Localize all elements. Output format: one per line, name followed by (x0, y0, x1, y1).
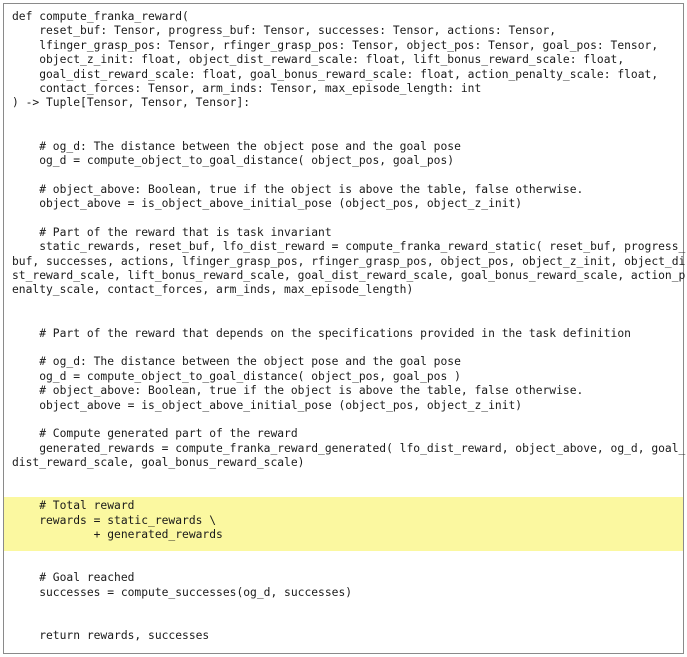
code-line: dist_reward_scale, goal_bonus_reward_scale) (12, 456, 305, 470)
code-line: object_z_init: float, object_dist_reward_scale: float, lift_bonus_reward_scale: float, (12, 53, 625, 67)
code-line: successes = compute_successes(og_d, successes) (12, 585, 353, 599)
code-line: lfinger_grasp_pos: Tensor, rfinger_grasp_pos: Tensor, object_pos: Tensor, goal_pos: Tensor, (12, 38, 659, 52)
code-line: contact_forces: Tensor, arm_inds: Tensor, max_episode_length: int (12, 81, 482, 95)
code-line: # Part of the reward that depends on the specifications provided in the task definition (12, 326, 631, 340)
code-line (12, 111, 677, 125)
code-line: object_above = is_object_above_initial_pose (object_pos, object_z_init) (12, 197, 523, 211)
code-line (12, 542, 677, 556)
code-line (12, 298, 677, 312)
code-line (12, 614, 677, 628)
code-line (12, 211, 677, 225)
code-line: # og_d: The distance between the object pose and the goal pose (12, 355, 461, 369)
code-line (12, 125, 677, 139)
code-line: og_d = compute_object_to_goal_distance( object_pos, goal_pos) (12, 153, 455, 167)
code-line: static_rewards, reset_buf, lfo_dist_reward = compute_franka_reward_static( reset_buf, progress_ (12, 240, 686, 254)
code-line: return rewards, successes (12, 628, 210, 642)
code-line (12, 471, 677, 485)
code-line (12, 413, 677, 427)
code-line: + generated_rewards (12, 528, 223, 542)
code-line: og_d = compute_object_to_goal_distance( object_pos, goal_pos ) (12, 369, 461, 383)
code-line: # object_above: Boolean, true if the object is above the table, false otherwise. (12, 182, 584, 196)
code-line: # og_d: The distance between the object pose and the goal pose (12, 139, 461, 153)
code-line: # object_above: Boolean, true if the object is above the table, false otherwise. (12, 384, 584, 398)
code-line: buf, successes, actions, lfinger_grasp_pos, rfinger_grasp_pos, object_pos, object_z_init, object_di (12, 254, 686, 268)
code-line (12, 485, 677, 499)
code-line: rewards = static_rewards \ (12, 513, 217, 527)
code-line (12, 168, 677, 182)
code-line: # Part of the reward that is task invariant (12, 225, 332, 239)
code-line: goal_dist_reward_scale: float, goal_bonus_reward_scale: float, action_penalty_scale: float, (12, 67, 659, 81)
code-line: object_above = is_object_above_initial_pose (object_pos, object_z_init) (12, 398, 523, 412)
code-line: def compute_franka_reward( (12, 10, 189, 23)
code-panel (3, 3, 684, 654)
code-line: # Total reward (12, 499, 135, 513)
code-line: # Compute generated part of the reward (12, 427, 298, 441)
code-line: st_reward_scale, lift_bonus_reward_scale, goal_dist_reward_scale, goal_bonus_reward_scale, action_p (12, 269, 686, 283)
code-line (12, 600, 677, 614)
code-line (12, 341, 677, 355)
code-line (12, 557, 677, 571)
code-block (12, 10, 686, 643)
code-line: reset_buf: Tensor, progress_buf: Tensor, successes: Tensor, actions: Tensor, (12, 24, 557, 38)
code-line: enalty_scale, contact_forces, arm_inds, max_episode_length) (12, 283, 414, 297)
code-line: ) -> Tuple[Tensor, Tensor, Tensor]: (12, 96, 251, 110)
code-line (12, 312, 677, 326)
code-line: # Goal reached (12, 571, 135, 585)
code-line: generated_rewards = compute_franka_reward_generated( lfo_dist_reward, object_above, og_d, goal_ (12, 441, 686, 455)
